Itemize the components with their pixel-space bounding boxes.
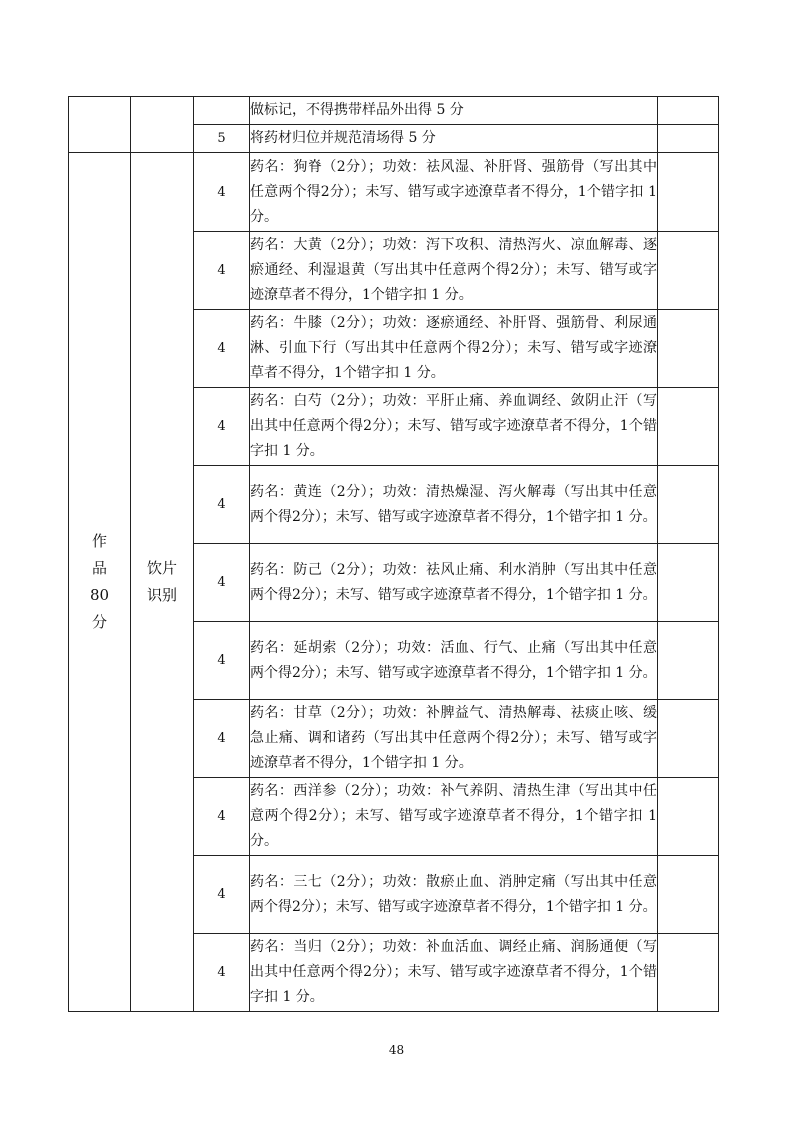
table-row (69, 97, 719, 125)
score-cell: 4 (194, 544, 250, 622)
criteria-cell: 药名：防己（2分）；功效：祛风止痛、利水消肿（写出其中任意两个得2分）；未写、错写或字迹潦草者不得分，1个错字扣 1 分。 (250, 544, 658, 622)
criteria-cell: 药名：当归（2分）；功效：补血活血、调经止痛、润肠通便（写出其中任意两个得2分）；未写、错写或字迹潦草者不得分，1个错字扣 1 分。 (250, 934, 658, 1012)
score-cell: 4 (194, 466, 250, 544)
remark-cell (658, 310, 719, 388)
criteria-cell: 药名：延胡索（2分）；功效：活血、行气、止痛（写出其中任意两个得2分）；未写、错写或字迹潦草者不得分，1个错字扣 1 分。 (250, 622, 658, 700)
criteria-cell: 药名：大黄（2分）；功效：泻下攻积、清热泻火、凉血解毒、逐瘀通经、利湿退黄（写出其中任意两个得2分）；未写、错写或字迹潦草者不得分，1个错字扣 1 分。 (250, 232, 658, 310)
criteria-cell: 做标记，不得携带样品外出得 5 分 (250, 97, 658, 125)
page-number: 48 (388, 1043, 405, 1057)
category-label: 作 (91, 532, 107, 550)
criteria-cell: 药名：三七（2分）；功效：散瘀止血、消肿定痛（写出其中任意两个得2分）；未写、错写或字迹潦草者不得分，1个错字扣 1 分。 (250, 856, 658, 934)
criteria-cell: 药名：狗脊（2分）；功效：祛风湿、补肝肾、强筋骨（写出其中任意两个得2分）；未写、错写或字迹潦草者不得分，1个错字扣 1 分。 (250, 153, 658, 232)
score-cell: 4 (194, 232, 250, 310)
category-label: 品 (91, 559, 107, 577)
score-cell: 4 (194, 700, 250, 778)
subcategory-label: 饮片 (146, 559, 177, 577)
remark-cell (658, 466, 719, 544)
score-cell: 4 (194, 934, 250, 1012)
criteria-cell: 药名：黄连（2分）；功效：清热燥湿、泻火解毒（写出其中任意两个得2分）；未写、错写或字迹潦草者不得分，1个错字扣 1 分。 (250, 466, 658, 544)
remark-cell (658, 700, 719, 778)
category-cell-empty (69, 97, 131, 153)
criteria-cell: 药名：白芍（2分）；功效：平肝止痛、养血调经、敛阴止汗（写出其中任意两个得2分）；未写、错写或字迹潦草者不得分，1个错字扣 1 分。 (250, 388, 658, 466)
category-label: 分 (91, 613, 107, 631)
subcategory-label: 识别 (146, 586, 177, 604)
criteria-cell: 药名：牛膝（2分）；功效：逐瘀通经、补肝肾、强筋骨、利尿通淋、引血下行（写出其中任意两个得2分）；未写、错写或字迹潦草者不得分，1个错字扣 1 分。 (250, 310, 658, 388)
subcategory-cell-empty (131, 97, 194, 153)
remark-cell (658, 125, 719, 153)
remark-cell (658, 856, 719, 934)
remark-cell (658, 778, 719, 856)
score-cell: 4 (194, 622, 250, 700)
category-label: 80 (89, 586, 110, 604)
remark-cell (658, 544, 719, 622)
category-cell (69, 153, 131, 1012)
remark-cell (658, 622, 719, 700)
remark-cell (658, 232, 719, 310)
scoring-table-body (69, 97, 719, 1012)
remark-cell (658, 934, 719, 1012)
score-cell: 4 (194, 310, 250, 388)
criteria-cell: 药名：西洋参（2分）；功效：补气养阴、清热生津（写出其中任意两个得2分）；未写、错写或字迹潦草者不得分，1个错字扣 1 分。 (250, 778, 658, 856)
score-cell: 5 (194, 125, 250, 153)
score-cell: 4 (194, 388, 250, 466)
table-row (69, 153, 719, 232)
criteria-cell: 药名：甘草（2分）；功效：补脾益气、清热解毒、祛痰止咳、缓急止痛、调和诸药（写出其中任意两个得2分）；未写、错写或字迹潦草者不得分，1个错字扣 1 分。 (250, 700, 658, 778)
remark-cell (658, 153, 719, 232)
score-cell (194, 97, 250, 125)
subcategory-cell (131, 153, 194, 1012)
scoring-table (68, 96, 719, 1012)
remark-cell (658, 388, 719, 466)
score-cell: 4 (194, 856, 250, 934)
remark-cell (658, 97, 719, 125)
score-cell: 4 (194, 153, 250, 232)
criteria-cell: 将药材归位并规范清场得 5 分 (250, 125, 658, 153)
score-cell: 4 (194, 778, 250, 856)
